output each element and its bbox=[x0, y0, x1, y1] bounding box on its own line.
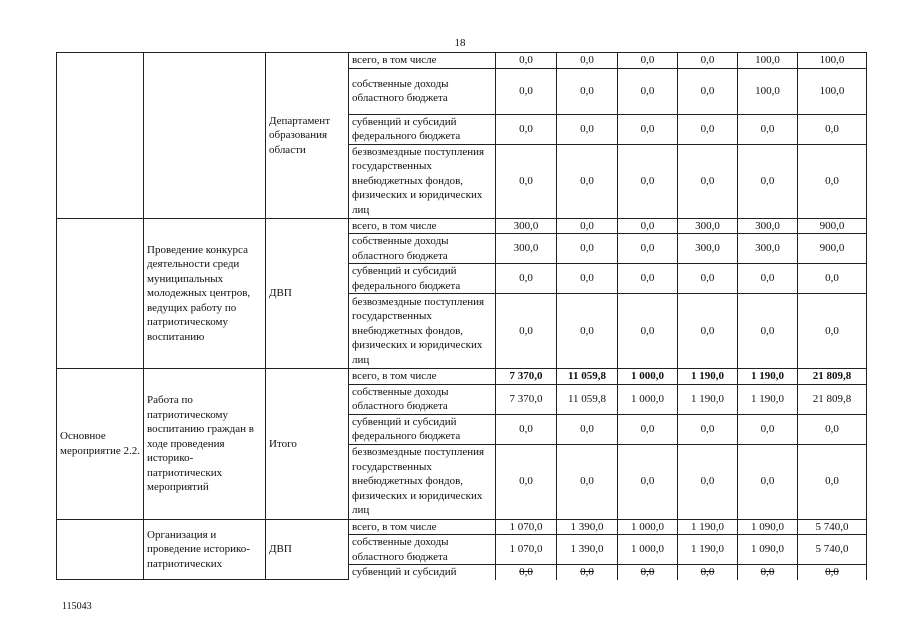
amount-value: 0,0 bbox=[700, 174, 715, 187]
amount-cell bbox=[678, 68, 738, 114]
amount-value: 0,0 bbox=[640, 219, 655, 232]
amount-value: 0,0 bbox=[519, 174, 533, 187]
amount-value: 0,0 bbox=[640, 324, 655, 337]
amount-value: 1 190,0 bbox=[691, 392, 724, 405]
funding-source-label: субвенций и субсидий федерального бюджета bbox=[349, 114, 496, 144]
amount-value: 0,0 bbox=[580, 122, 594, 135]
amount-value: 0,0 bbox=[580, 84, 594, 97]
amount-value: 0,0 bbox=[700, 122, 715, 135]
amount-cell bbox=[678, 444, 738, 519]
amount-value: 300,0 bbox=[755, 219, 780, 232]
amount-value: 0,0 bbox=[700, 272, 715, 285]
amount-value: 100,0 bbox=[819, 54, 845, 66]
amount-cell bbox=[798, 414, 867, 444]
section-activity-cell bbox=[144, 53, 266, 219]
amount-cell bbox=[798, 519, 867, 535]
amount-cell bbox=[738, 53, 798, 69]
amount-cell bbox=[798, 444, 867, 519]
amount-cell bbox=[557, 144, 618, 218]
amount-cell bbox=[496, 565, 557, 580]
amount-cell bbox=[496, 369, 557, 385]
amount-value: 1 090,0 bbox=[751, 543, 784, 556]
amount-value: 1 190,0 bbox=[691, 520, 724, 533]
section-event-cell: Основное мероприятие 2.2. bbox=[57, 369, 144, 520]
amount-cell bbox=[678, 264, 738, 294]
amount-cell bbox=[798, 294, 867, 369]
table-body bbox=[57, 53, 867, 580]
section-activity-cell: Организация и проведение историко-патриотических bbox=[144, 519, 266, 580]
amount-value: 900,0 bbox=[819, 219, 845, 232]
amount-value: 0,0 bbox=[700, 475, 715, 488]
amount-value: 300,0 bbox=[513, 242, 539, 255]
amount-value: 0,0 bbox=[519, 272, 533, 285]
amount-cell bbox=[618, 114, 678, 144]
amount-cell bbox=[678, 218, 738, 234]
section-executor-cell: Итого bbox=[266, 369, 349, 520]
amount-value: 0,0 bbox=[760, 422, 775, 435]
amount-value: 0,0 bbox=[580, 422, 594, 435]
amount-cell bbox=[496, 384, 557, 414]
amount-cell bbox=[738, 114, 798, 144]
amount-cell bbox=[678, 519, 738, 535]
amount-cell bbox=[618, 565, 678, 580]
amount-cell bbox=[618, 218, 678, 234]
amount-cell bbox=[496, 519, 557, 535]
amount-cell bbox=[496, 535, 557, 565]
amount-cell bbox=[557, 414, 618, 444]
amount-cell bbox=[618, 264, 678, 294]
table-row bbox=[57, 519, 867, 535]
amount-value: 0,0 bbox=[700, 324, 715, 337]
amount-cell bbox=[496, 234, 557, 264]
funding-source-label: собственные доходы областного бюджета bbox=[349, 68, 496, 114]
document-id: 115043 bbox=[62, 601, 92, 612]
amount-cell bbox=[798, 234, 867, 264]
funding-source-label: субвенций и субсидий федерального бюджета bbox=[349, 264, 496, 294]
amount-cell bbox=[738, 384, 798, 414]
section-event-cell bbox=[57, 519, 144, 580]
funding-source-label: всего, в том числе bbox=[349, 218, 496, 234]
amount-value: 0,0 bbox=[700, 84, 715, 97]
budget-table bbox=[56, 52, 867, 580]
funding-source-label: безвозмездные поступления государственных внебюджетных фондов, физических и юридических лиц bbox=[349, 444, 496, 519]
amount-value: 1 190,0 bbox=[691, 370, 724, 382]
table-row bbox=[57, 53, 867, 69]
amount-value: 0,0 bbox=[760, 475, 775, 488]
amount-value: 1 000,0 bbox=[631, 370, 664, 382]
amount-value: 0,0 bbox=[519, 566, 533, 578]
amount-cell bbox=[618, 53, 678, 69]
section-event-cell bbox=[57, 53, 144, 219]
amount-cell bbox=[738, 264, 798, 294]
amount-value: 0,0 bbox=[640, 84, 655, 97]
amount-cell bbox=[678, 114, 738, 144]
amount-value: 0,0 bbox=[640, 174, 655, 187]
amount-cell bbox=[496, 264, 557, 294]
amount-cell bbox=[557, 384, 618, 414]
amount-cell bbox=[798, 114, 867, 144]
amount-value: 1 090,0 bbox=[751, 520, 784, 533]
amount-cell bbox=[678, 53, 738, 69]
amount-value: 0,0 bbox=[580, 272, 594, 285]
amount-cell bbox=[678, 535, 738, 565]
section-activity-cell: Проведение конкурса деятельности среди муниципальных молодежных центров, ведущих работу по патриотическому воспитанию bbox=[144, 218, 266, 369]
funding-source-label: всего, в том числе bbox=[349, 369, 496, 385]
amount-cell bbox=[678, 414, 738, 444]
amount-value: 0,0 bbox=[825, 272, 839, 285]
amount-cell bbox=[798, 369, 867, 385]
amount-cell bbox=[557, 519, 618, 535]
amount-cell bbox=[618, 444, 678, 519]
amount-value: 100,0 bbox=[819, 84, 845, 97]
amount-value: 0,0 bbox=[519, 422, 533, 435]
amount-value: 0,0 bbox=[760, 324, 775, 337]
amount-value: 7 370,0 bbox=[509, 370, 543, 382]
amount-cell bbox=[557, 114, 618, 144]
amount-value: 1 000,0 bbox=[631, 520, 664, 533]
amount-cell bbox=[557, 369, 618, 385]
amount-cell bbox=[738, 369, 798, 385]
amount-cell bbox=[798, 535, 867, 565]
amount-value: 0,0 bbox=[760, 122, 775, 135]
amount-cell bbox=[618, 519, 678, 535]
amount-value: 0,0 bbox=[580, 566, 594, 578]
amount-value: 0,0 bbox=[825, 475, 839, 488]
amount-cell bbox=[618, 294, 678, 369]
amount-cell bbox=[798, 144, 867, 218]
amount-value: 11 059,8 bbox=[567, 392, 607, 405]
amount-cell bbox=[618, 234, 678, 264]
amount-cell bbox=[496, 294, 557, 369]
amount-cell bbox=[557, 68, 618, 114]
amount-cell bbox=[798, 264, 867, 294]
amount-cell bbox=[798, 218, 867, 234]
amount-value: 0,0 bbox=[760, 174, 775, 187]
amount-cell bbox=[738, 519, 798, 535]
amount-value: 21 809,8 bbox=[812, 392, 852, 405]
amount-cell bbox=[557, 234, 618, 264]
page-number: 18 bbox=[454, 37, 466, 49]
amount-value: 0,0 bbox=[640, 566, 655, 578]
amount-cell bbox=[738, 218, 798, 234]
amount-cell bbox=[496, 444, 557, 519]
amount-value: 300,0 bbox=[513, 219, 539, 232]
amount-value: 0,0 bbox=[580, 242, 594, 255]
funding-source-label: безвозмездные поступления государственных внебюджетных фондов, физических и юридических лиц bbox=[349, 144, 496, 218]
amount-cell bbox=[618, 414, 678, 444]
amount-value: 0,0 bbox=[519, 84, 533, 97]
amount-value: 0,0 bbox=[760, 566, 775, 578]
amount-value: 100,0 bbox=[755, 84, 780, 97]
amount-value: 0,0 bbox=[825, 566, 839, 578]
amount-value: 0,0 bbox=[640, 422, 655, 435]
amount-value: 900,0 bbox=[819, 242, 845, 255]
amount-value: 0,0 bbox=[640, 54, 655, 66]
amount-cell bbox=[738, 68, 798, 114]
amount-value: 300,0 bbox=[695, 219, 720, 232]
section-event-cell bbox=[57, 218, 144, 369]
amount-value: 0,0 bbox=[700, 54, 715, 66]
amount-value: 100,0 bbox=[755, 54, 780, 66]
funding-source-label: всего, в том числе bbox=[349, 53, 496, 69]
amount-value: 0,0 bbox=[580, 219, 594, 232]
amount-cell bbox=[557, 565, 618, 580]
amount-cell bbox=[618, 144, 678, 218]
amount-value: 1 000,0 bbox=[631, 543, 664, 556]
amount-value: 0,0 bbox=[700, 566, 715, 578]
amount-value: 5 740,0 bbox=[815, 520, 849, 533]
section-activity-cell: Работа по патриотическому воспитанию граждан в ходе проведения историко-патриотических мероприятий bbox=[144, 369, 266, 520]
amount-cell bbox=[798, 68, 867, 114]
amount-value: 1 190,0 bbox=[751, 370, 784, 382]
amount-value: 0,0 bbox=[760, 272, 775, 285]
amount-cell bbox=[557, 535, 618, 565]
amount-cell bbox=[618, 384, 678, 414]
amount-cell bbox=[798, 53, 867, 69]
amount-cell bbox=[557, 218, 618, 234]
amount-cell bbox=[496, 144, 557, 218]
amount-cell bbox=[618, 369, 678, 385]
amount-cell bbox=[678, 369, 738, 385]
amount-cell bbox=[496, 68, 557, 114]
amount-value: 0,0 bbox=[580, 475, 594, 488]
table-row bbox=[57, 369, 867, 385]
amount-value: 0,0 bbox=[519, 122, 533, 135]
amount-value: 1 390,0 bbox=[570, 520, 604, 533]
table-row bbox=[57, 218, 867, 234]
amount-value: 0,0 bbox=[640, 242, 655, 255]
amount-value: 5 740,0 bbox=[815, 543, 849, 556]
amount-cell bbox=[678, 384, 738, 414]
amount-cell bbox=[496, 53, 557, 69]
amount-cell bbox=[798, 384, 867, 414]
amount-value: 1 070,0 bbox=[509, 520, 543, 533]
amount-cell bbox=[738, 144, 798, 218]
amount-value: 0,0 bbox=[580, 324, 594, 337]
amount-cell bbox=[678, 294, 738, 369]
amount-cell bbox=[738, 444, 798, 519]
funding-source-label: субвенций и субсидий bbox=[349, 565, 496, 580]
amount-cell bbox=[738, 414, 798, 444]
funding-source-label: безвозмездные поступления государственных внебюджетных фондов, физических и юридических лиц bbox=[349, 294, 496, 369]
amount-cell bbox=[496, 414, 557, 444]
amount-value: 0,0 bbox=[825, 174, 839, 187]
amount-cell bbox=[557, 444, 618, 519]
amount-value: 7 370,0 bbox=[509, 392, 543, 405]
amount-cell bbox=[678, 234, 738, 264]
amount-value: 1 000,0 bbox=[631, 392, 664, 405]
amount-value: 300,0 bbox=[695, 242, 720, 255]
amount-cell bbox=[557, 264, 618, 294]
amount-value: 0,0 bbox=[825, 422, 839, 435]
funding-source-label: собственные доходы областного бюджета bbox=[349, 384, 496, 414]
section-executor-cell: Департамент образования области bbox=[266, 53, 349, 219]
amount-value: 1 070,0 bbox=[509, 543, 543, 556]
amount-cell bbox=[678, 565, 738, 580]
amount-value: 11 059,8 bbox=[568, 370, 606, 382]
amount-value: 1 190,0 bbox=[691, 543, 724, 556]
amount-cell bbox=[618, 68, 678, 114]
funding-source-label: собственные доходы областного бюджета bbox=[349, 535, 496, 565]
amount-cell bbox=[738, 234, 798, 264]
amount-cell bbox=[738, 535, 798, 565]
amount-value: 0,0 bbox=[580, 54, 594, 66]
amount-value: 0,0 bbox=[640, 122, 655, 135]
amount-value: 1 390,0 bbox=[570, 543, 604, 556]
amount-value: 300,0 bbox=[755, 242, 780, 255]
amount-cell bbox=[557, 53, 618, 69]
amount-value: 0,0 bbox=[640, 475, 655, 488]
amount-value: 0,0 bbox=[640, 272, 655, 285]
amount-cell bbox=[557, 294, 618, 369]
funding-source-label: собственные доходы областного бюджета bbox=[349, 234, 496, 264]
funding-source-label: всего, в том числе bbox=[349, 519, 496, 535]
amount-cell bbox=[618, 535, 678, 565]
section-executor-cell: ДВП bbox=[266, 519, 349, 580]
amount-value: 0,0 bbox=[580, 174, 594, 187]
amount-value: 0,0 bbox=[825, 122, 839, 135]
amount-value: 0,0 bbox=[519, 324, 533, 337]
section-executor-cell: ДВП bbox=[266, 218, 349, 369]
amount-cell bbox=[496, 218, 557, 234]
funding-source-label: субвенций и субсидий федерального бюджета bbox=[349, 414, 496, 444]
amount-value: 1 190,0 bbox=[751, 392, 784, 405]
amount-value: 0,0 bbox=[519, 475, 533, 488]
amount-value: 0,0 bbox=[519, 54, 533, 66]
amount-cell bbox=[738, 565, 798, 580]
amount-cell bbox=[798, 565, 867, 580]
amount-cell bbox=[496, 114, 557, 144]
amount-value: 0,0 bbox=[825, 324, 839, 337]
amount-value: 21 809,8 bbox=[812, 370, 852, 382]
amount-cell bbox=[678, 144, 738, 218]
amount-cell bbox=[738, 294, 798, 369]
amount-value: 0,0 bbox=[700, 422, 715, 435]
